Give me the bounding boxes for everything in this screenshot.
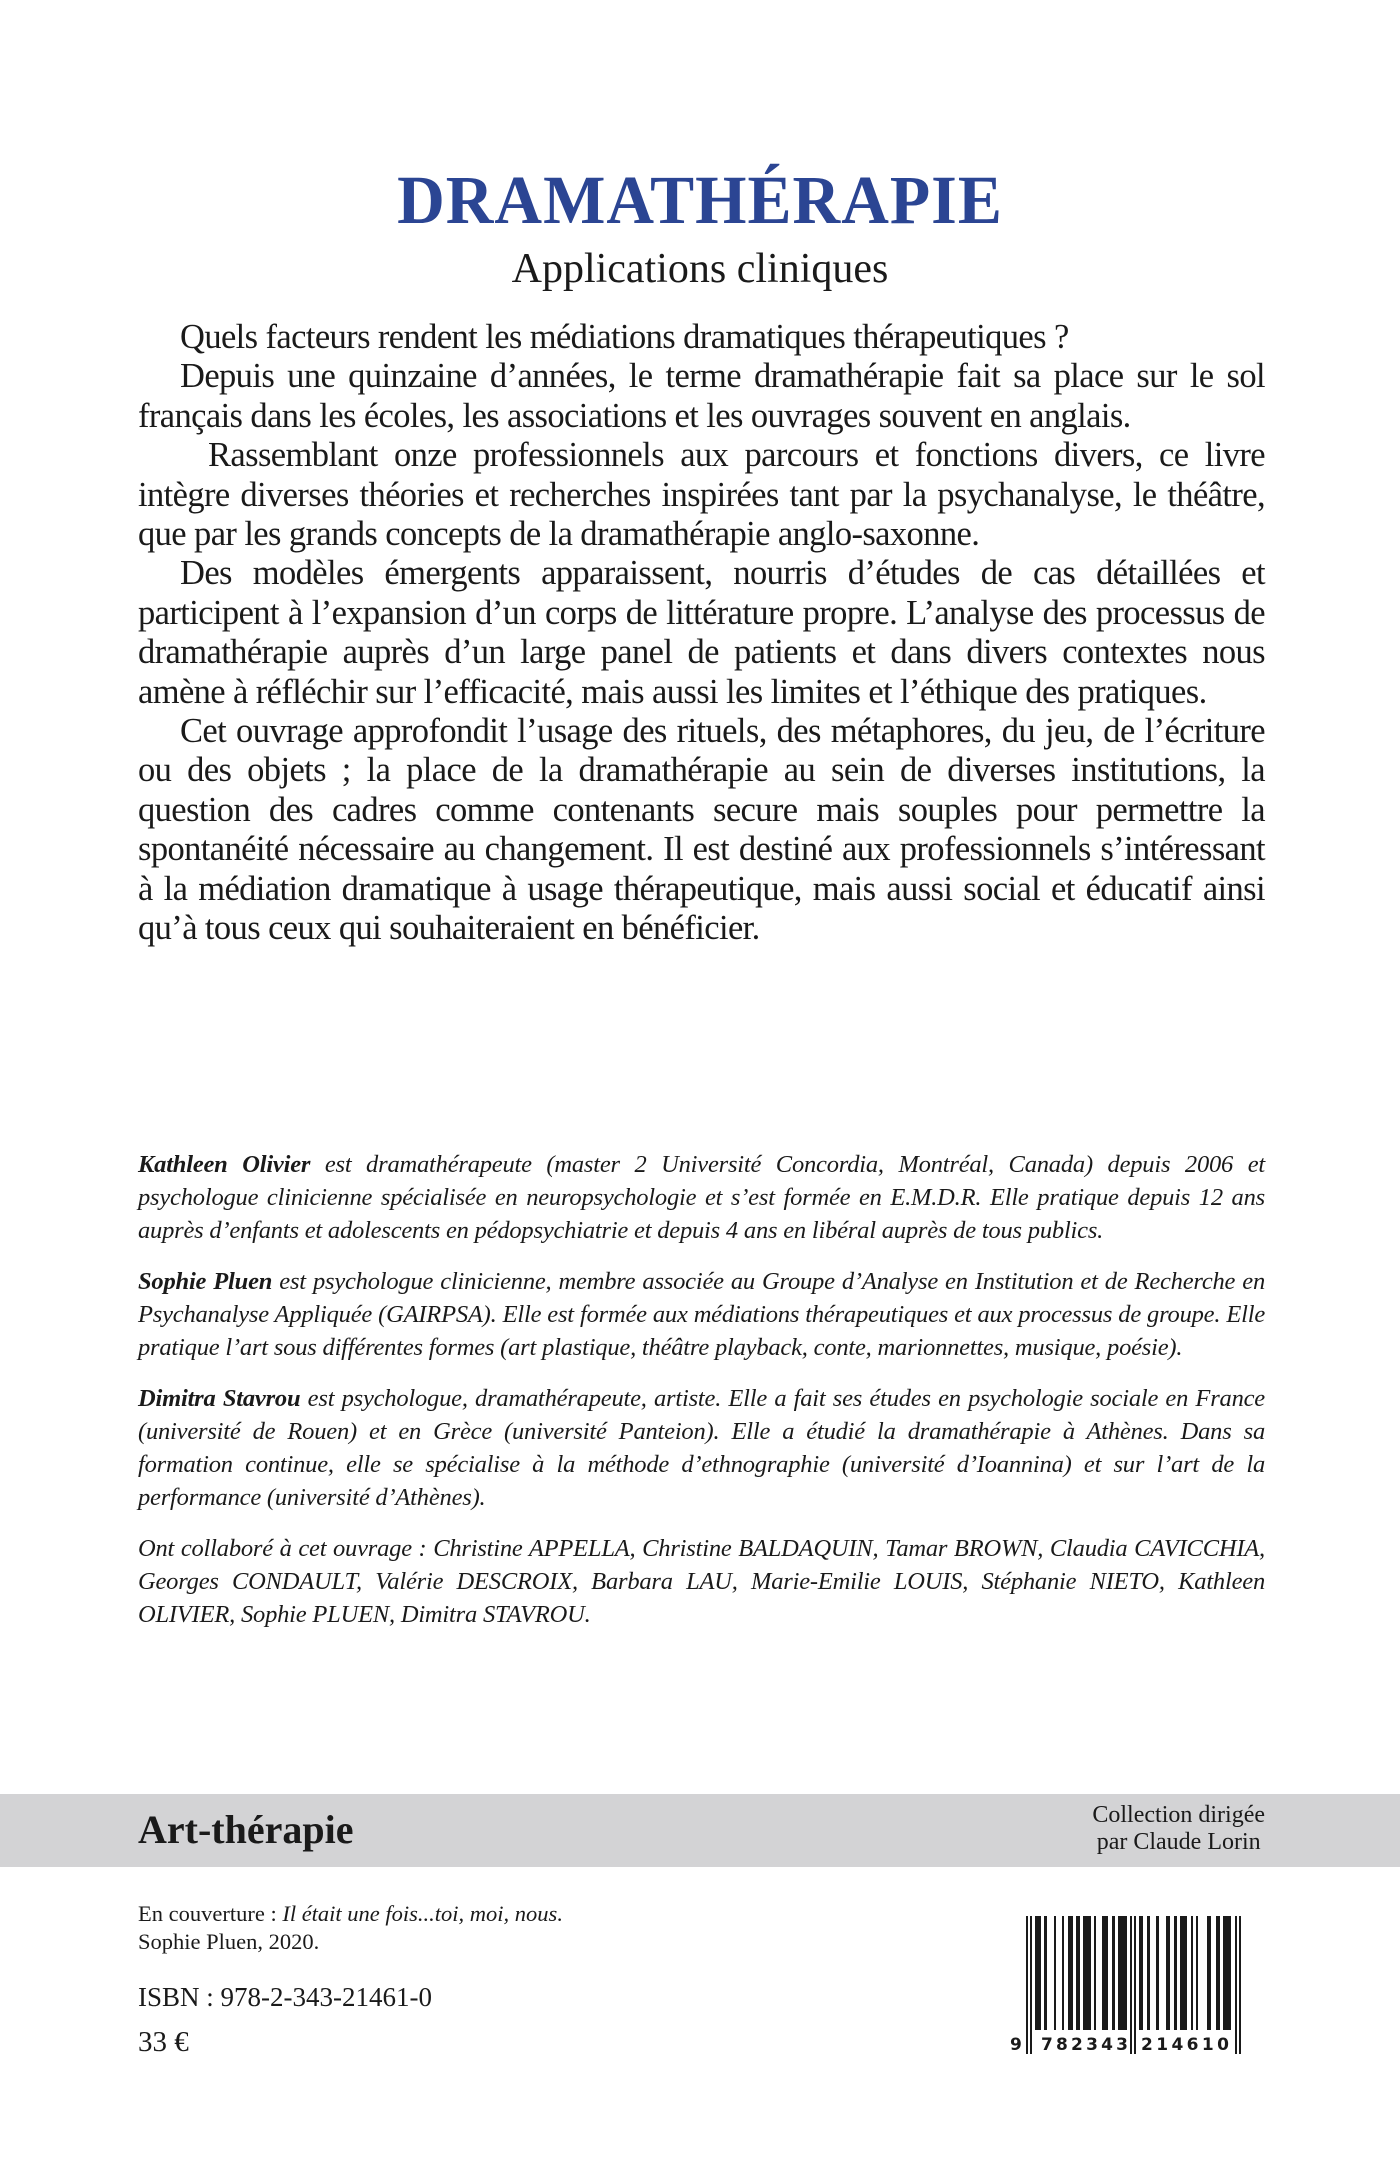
author-bio — [138, 1148, 1265, 1247]
author-name: Dimitra Stavrou — [138, 1385, 301, 1412]
author-name: Kathleen Olivier — [138, 1151, 311, 1178]
cover-credit — [138, 1900, 563, 1956]
blurb-paragraph: Depuis une quinzaine d’années, le terme dramathérapie fait sa place sur le sol français dans les écoles, les associations et les ouvrages souvent en anglais. — [138, 357, 1265, 435]
collection-line: Collection dirigée — [1092, 1802, 1265, 1828]
isbn: ISBN : 978-2-343-21461-0 — [138, 1982, 432, 2012]
cover-artwork-title: Il était une fois...toi, moi, nous. — [282, 1901, 563, 1926]
contributors: Ont collaboré à cet ouvrage : Christine APPELLA, Christine BALDAQUIN, Tamar BROWN, Claudia CAVICCHIA, Georges CONDAULT, Valérie DESCROIX, Barbara LAU, Marie-Emilie LOUIS, Stéphanie NIETO, Kathleen OLIVIER, Sophie PLUEN, Dimitra STAVROU. — [138, 1535, 1265, 1628]
cover-label: En couverture : — [138, 1901, 283, 1926]
collection-editor — [1092, 1802, 1265, 1856]
collection-line: par Claude Lorin — [1096, 1829, 1261, 1855]
barcode-digit-prefix: 9 — [1010, 2035, 1022, 2055]
cover-artist: Sophie Pluen, 2020. — [138, 1929, 320, 1954]
price: 33 € — [138, 2026, 189, 2058]
book-title: DRAMATHÉRAPIE — [397, 162, 1003, 239]
author-bio — [138, 1265, 1265, 1364]
blurb-paragraph: Rassemblant onze professionnels aux parcours et fonctions divers, ce livre intègre diverses théories et recherches inspirées tant par la psychanalyse, le théâtre, que par les grands concepts de la dramathérapie anglo-saxonne. — [138, 436, 1265, 554]
author-bio-text: est psychologue clinicienne, membre associée au Groupe d’Analyse en Institution et de Recherche en Psychanalyse Appliquée (GAIRPSA). Elle est formée aux médiations thérapeutiques et aux processus de groupe. Elle pratique l’art sous différentes formes (art plastique, théâtre playback, conte, marionnettes, musique, poésie). — [138, 1268, 1266, 1361]
blurb-paragraph: Des modèles émergents apparaissent, nourris d’études de cas détaillées et participent à l’expansion d’un corps de littérature propre. L’analyse des processus de dramathérapie auprès d’un large panel de patients et dans divers contextes nous amène à réfléchir sur l’efficacité, mais aussi les limites et l’éthique des pratiques. — [138, 554, 1265, 711]
blurb — [138, 318, 1265, 949]
blurb-paragraph: Cet ouvrage approfondit l’usage des rituels, des métaphores, du jeu, de l’écriture ou des objets ; la place de la dramathérapie au sein de diverses institutions, la question des cadres comme contenants secure mais souples pour permettre la spontanéité nécessaire au changement. Il est destiné aux professionnels s’intéressant à la médiation dramatique à usage thérapeutique, mais aussi social et éducatif ainsi qu’à tous ceux qui souhaiteraient en bénéficier. — [138, 712, 1265, 948]
author-bio-text: est dramathérapeute (master 2 Université Concordia, Montréal, Canada) depuis 2006 et psychologue clinicienne spécialisée en neuropsychologie et s’est formée en E.M.D.R. Elle pratique depuis 12 ans auprès d’enfants et adolescents en pédopsychiatrie et depuis 4 ans en libéral auprès de tous publics. — [138, 1151, 1265, 1244]
author-name: Sophie Pluen — [138, 1268, 273, 1295]
barcode-icon — [1008, 1912, 1268, 2062]
svg-text:782343: 782343 — [1041, 2035, 1132, 2055]
svg-text:214610: 214610 — [1141, 2035, 1233, 2055]
author-bios — [138, 1148, 1265, 1649]
blurb-paragraph: Quels facteurs rendent les médiations dramatiques thérapeutiques ? — [180, 318, 1069, 356]
author-bio — [138, 1382, 1265, 1514]
author-bio-text: est psychologue, dramathérapeute, artiste. Elle a fait ses études en psychologie sociale en France (université de Rouen) et en Grèce (université Panteion). Elle a étudié la dramathérapie à Athènes. Dans sa formation continue, elle se spécialise à la méthode d’ethnographie (université d’Ioannina) et sur l’art de la performance (université d’Athènes). — [138, 1385, 1265, 1511]
series-name: Art-thérapie — [138, 1807, 354, 1852]
cover-line — [138, 1900, 563, 1928]
book-subtitle: Applications cliniques — [511, 246, 889, 292]
